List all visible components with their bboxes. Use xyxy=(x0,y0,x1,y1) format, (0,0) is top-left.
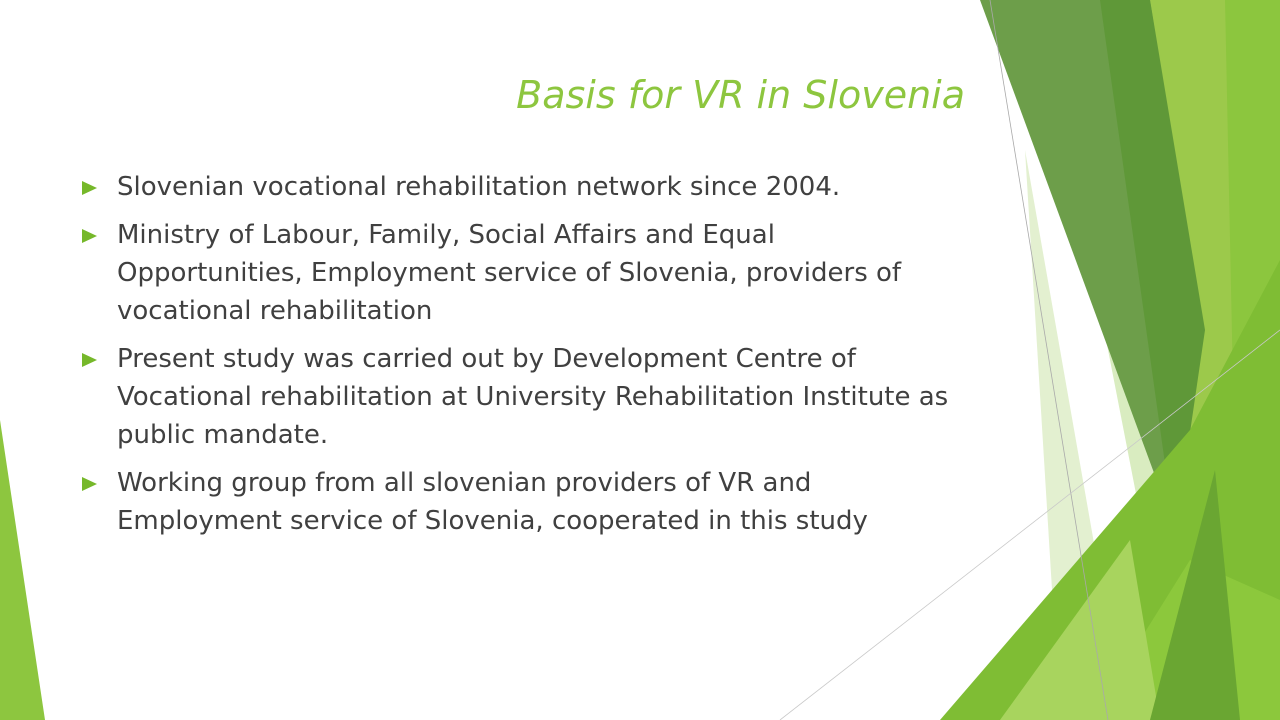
bullet-text: Slovenian vocational rehabilitation network since 2004. xyxy=(117,172,841,202)
slide-title: Basis for VR in Slovenia xyxy=(516,73,965,117)
triangle-arrow-icon xyxy=(82,229,97,243)
bullet-text: Ministry of Labour, Family, Social Affairs and Equal Opportunities, Employment service of Slovenia, providers of vocational rehabilitation xyxy=(117,220,902,326)
triangle-arrow-icon xyxy=(82,353,97,367)
triangle-arrow-icon xyxy=(82,181,97,195)
bullet-item xyxy=(80,168,960,206)
bullet-item xyxy=(80,340,960,454)
bullet-item xyxy=(80,216,960,330)
bullet-text: Present study was carried out by Development Centre of Vocational rehabilitation at University Rehabilitation Institute as public mandate. xyxy=(117,344,949,450)
bullet-list xyxy=(80,168,960,550)
facet-left-edge xyxy=(0,420,45,720)
bullet-item xyxy=(80,464,960,540)
triangle-arrow-icon xyxy=(82,477,97,491)
bullet-text: Working group from all slovenian providers of VR and Employment service of Slovenia, cooperated in this study xyxy=(117,468,868,536)
